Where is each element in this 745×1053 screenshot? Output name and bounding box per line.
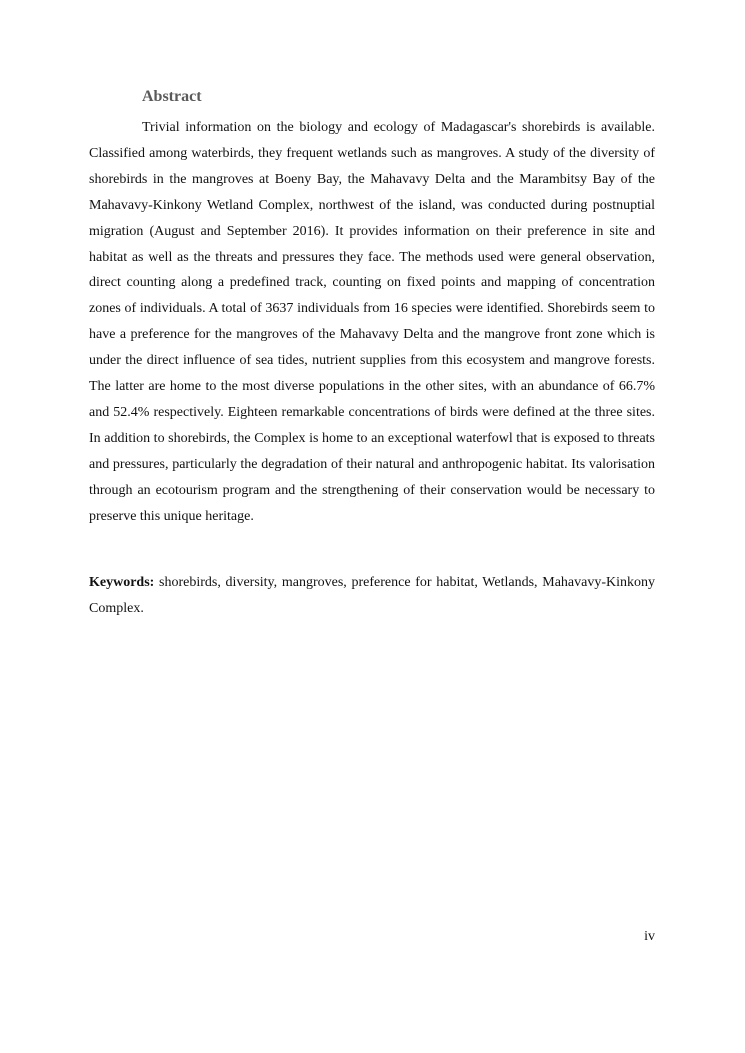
abstract-body: Trivial information on the biology and ecology of Madagascar's shorebirds is available. Classified among waterbirds, they frequent wetlands such as mangroves. A study of the diversity of shorebirds in the mangroves at Boeny Bay, the Mahavavy Delta and the Marambitsy Bay of the Mahavavy-Kinkony Wetland Complex, northwest of the island, was conducted during postnuptial migration (August and September 2016). It provides information on their preference in site and habitat as well as the threats and pressures they face. The methods used were general observation, direct counting along a predefined track, counting on fixed points and mapping of concentration zones of individuals. A total of 3637 individuals from 16 species were identified. Shorebirds seem to have a preference for the mangroves of the Mahavavy Delta and the mangrove front zone which is under the direct influence of sea tides, nutrient supplies from this ecosystem and mangrove forests. The latter are home to the most diverse populations in the other sites, with an abundance of 66.7% and 52.4% respectively. Eighteen remarkable concentrations of birds were defined at the three sites. In addition to shorebirds, the Complex is home to an exceptional waterfowl that is exposed to threats and pressures, particularly the degradation of their natural and anthropogenic habitat. Its valorisation through an ecotourism program and the strengthening of their conservation would be necessary to preserve this unique heritage. xyxy=(89,120,655,524)
keywords-paragraph xyxy=(89,570,655,622)
keywords-text: shorebirds, diversity, mangroves, preference for habitat, Wetlands, Mahavavy-Kinkony Complex. xyxy=(89,575,655,616)
abstract-heading: Abstract xyxy=(142,88,202,105)
keywords-label: Keywords: xyxy=(89,575,155,590)
page-number: iv xyxy=(644,929,655,944)
